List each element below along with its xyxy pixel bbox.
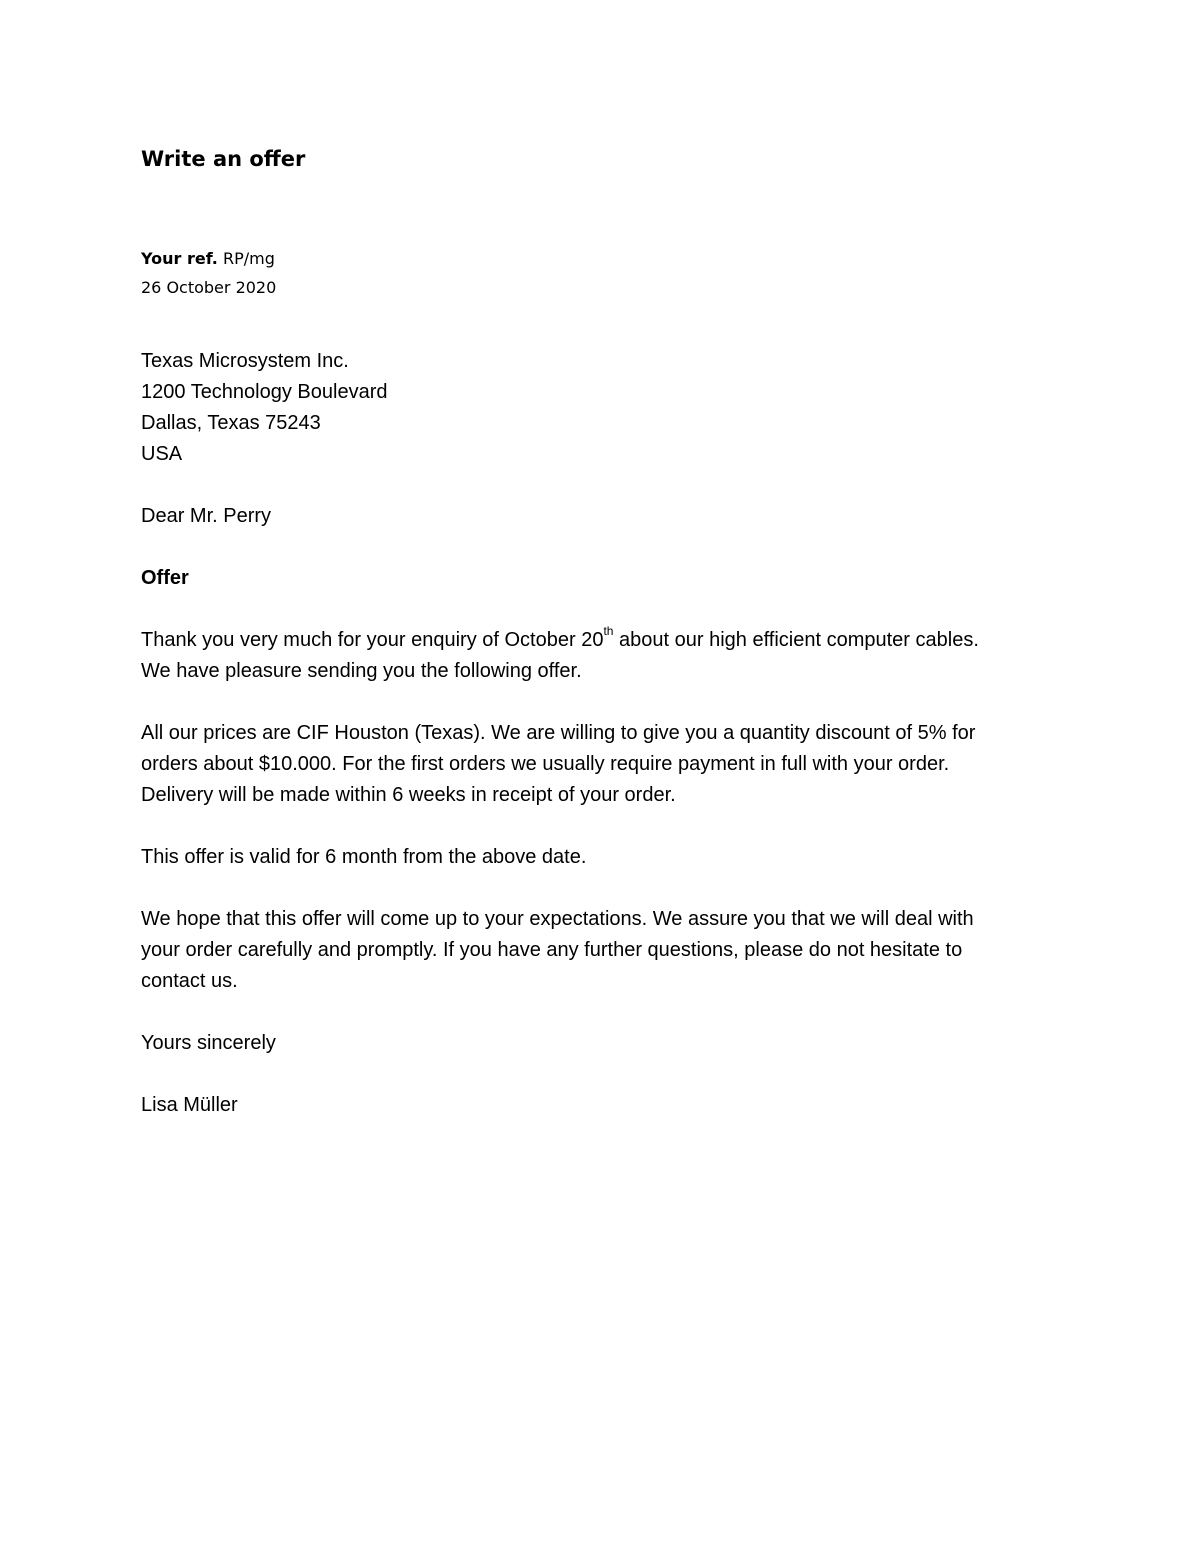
- document-title: Write an offer: [141, 147, 306, 171]
- reference-label: Your ref.: [141, 249, 218, 268]
- paragraph-line: Delivery will be made within 6 weeks in receipt of your order.: [141, 784, 676, 806]
- paragraph-line: We hope that this offer will come up to your expectations. We assure you that we will deal with: [141, 908, 974, 930]
- paragraph-line: contact us.: [141, 970, 238, 992]
- text-fragment: about our high efficient computer cables.: [613, 629, 979, 651]
- paragraph-enquiry-thanks: [141, 625, 1071, 687]
- reference-line: [141, 247, 275, 271]
- salutation: Dear Mr. Perry: [141, 505, 272, 527]
- paragraph-prices-terms: [141, 718, 1071, 811]
- address-line: USA: [141, 443, 183, 465]
- ordinal-suffix: th: [603, 624, 614, 639]
- subject-line: Offer: [141, 567, 189, 589]
- address-line: Dallas, Texas 75243: [141, 412, 321, 434]
- paragraph-line: your order carefully and promptly. If you have any further questions, please do not hesitate to: [141, 939, 963, 961]
- paragraph-line: [141, 625, 1071, 656]
- paragraph-line: orders about $10.000. For the first orders we usually require payment in full with your order.: [141, 753, 950, 775]
- text-fragment: Thank you very much for your enquiry of October 20: [141, 629, 604, 651]
- signature-name: Lisa Müller: [141, 1094, 238, 1116]
- paragraph-closing-remarks: [141, 904, 1071, 997]
- paragraph-line: All our prices are CIF Houston (Texas). We are willing to give you a quantity discount of 5% for: [141, 722, 976, 744]
- address-line: Texas Microsystem Inc.: [141, 350, 349, 372]
- recipient-address: [141, 346, 1071, 470]
- paragraph-line: We have pleasure sending you the following offer.: [141, 660, 582, 682]
- address-line: 1200 Technology Boulevard: [141, 381, 388, 403]
- complimentary-close: Yours sincerely: [141, 1032, 276, 1054]
- letter-date: 26 October 2020: [141, 278, 277, 297]
- paragraph-validity: This offer is valid for 6 month from the above date.: [141, 846, 587, 868]
- reference-value: RP/mg: [217, 249, 275, 268]
